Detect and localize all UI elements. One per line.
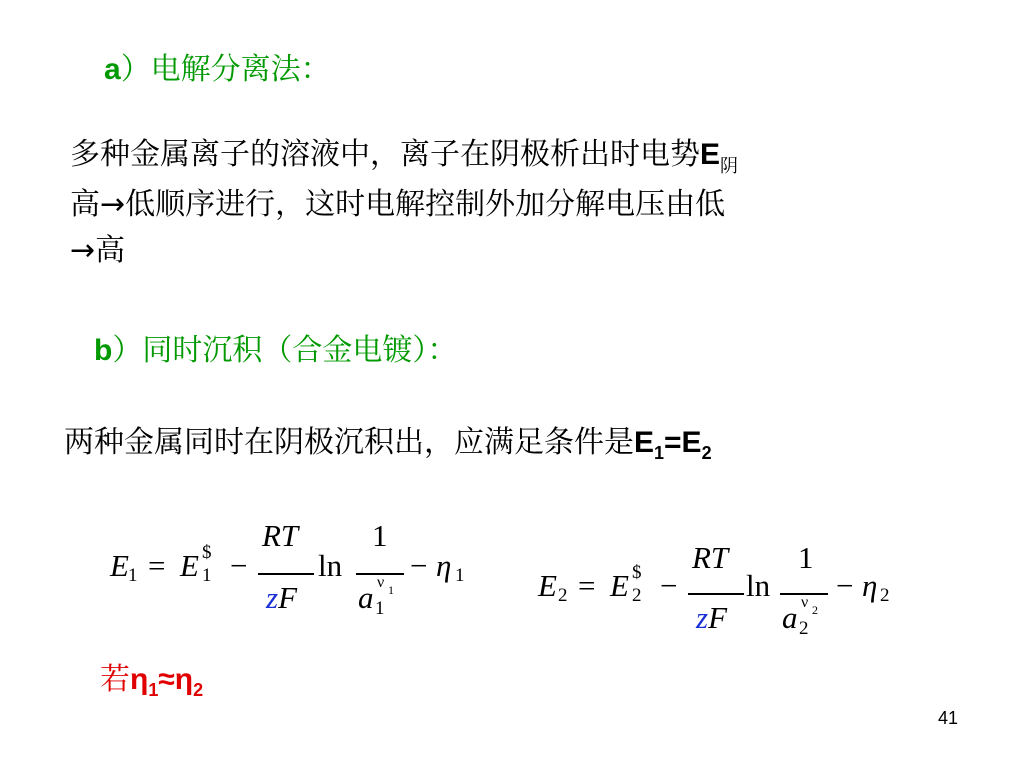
e-cathode-symbol: E	[700, 138, 721, 171]
section-a-heading	[104, 44, 331, 88]
fraction-bar	[258, 573, 314, 575]
fraction-bar	[688, 593, 744, 595]
condition-line: 若$\eta_1\approx\eta_2$	[100, 662, 204, 700]
section-b-letter: b	[94, 334, 113, 367]
page-number: 41	[938, 708, 959, 728]
section-b-heading	[94, 325, 457, 369]
section-a-title: ）电解分离法：	[120, 52, 331, 87]
paragraph-b: 两种金属同时在阴极沉积出，应满足条件是$E_1=E_2$	[64, 425, 712, 463]
e-cathode-subscript: 阴	[720, 156, 739, 177]
section-a-letter: a	[104, 53, 121, 86]
paragraph-a-line-2: 高→低顺序进行，这时电解控制外加分解电压由低	[70, 187, 726, 222]
paragraph-a-line-3: →高	[70, 233, 126, 268]
section-b-title: ）同时沉积（合金电镀）：	[112, 333, 458, 368]
paragraph-a	[70, 132, 738, 274]
paragraph-a-line-1: 多种金属离子的溶液中，离子在阴极析出时电势$E_阴$	[70, 137, 739, 177]
